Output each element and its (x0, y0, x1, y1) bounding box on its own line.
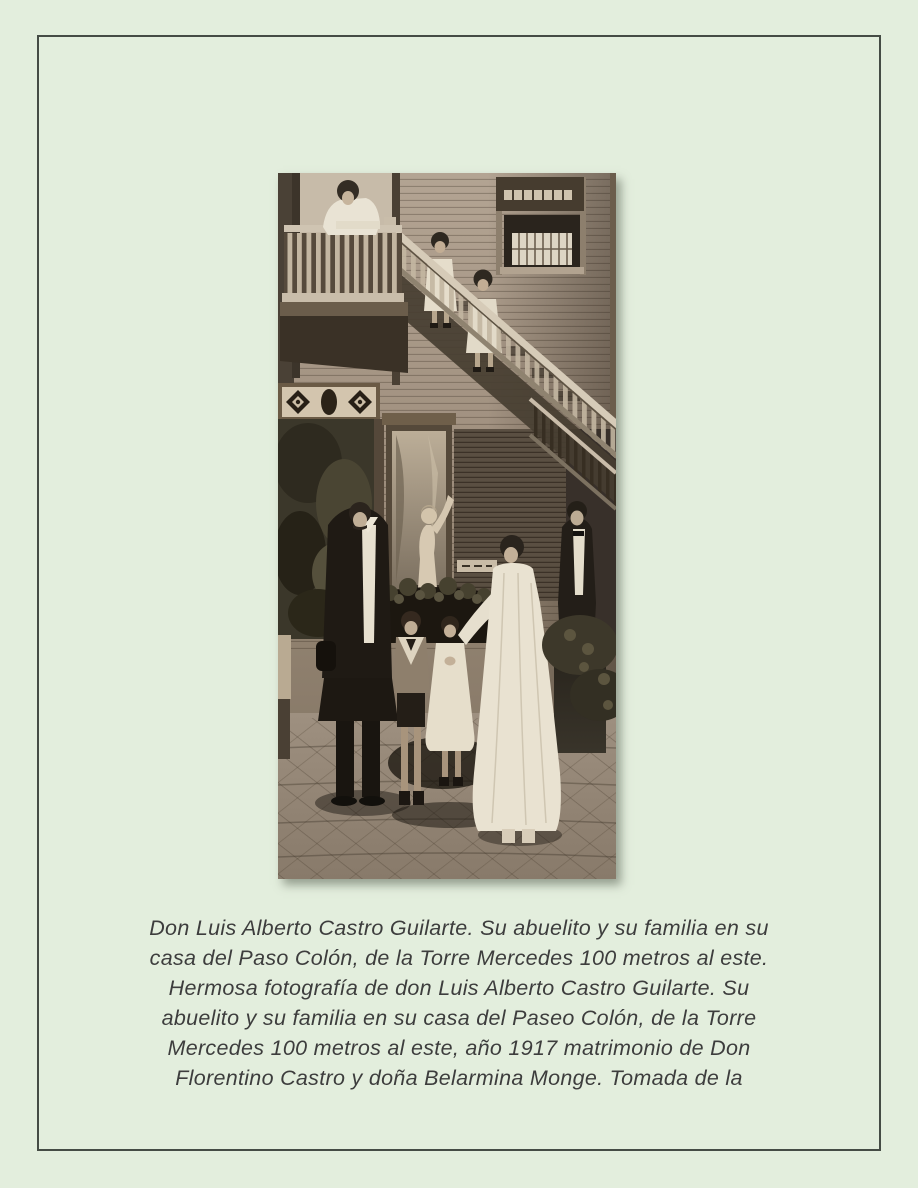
caption-line-4: abuelito y su familia en su casa del Paseo Colón, de la Torre (161, 1006, 757, 1030)
caption-line-5: Mercedes 100 metros al este, año 1917 matrimonio de Don (167, 1036, 751, 1060)
caption-line-6: Florentino Castro y doña Belarmina Monge. Tomada de la (175, 1066, 743, 1090)
caption-line-2: casa del Paso Colón, de la Torre Mercedes 100 metros al este. (149, 946, 769, 970)
family-photo-illustration (278, 173, 616, 879)
photo-caption (59, 913, 859, 1093)
caption-line-3: Hermosa fotografía de don Luis Alberto Castro Guilarte. Su (168, 976, 750, 1000)
caption-line-1: Don Luis Alberto Castro Guilarte. Su abuelito y su familia en su (149, 916, 769, 940)
family-photo (278, 173, 616, 879)
